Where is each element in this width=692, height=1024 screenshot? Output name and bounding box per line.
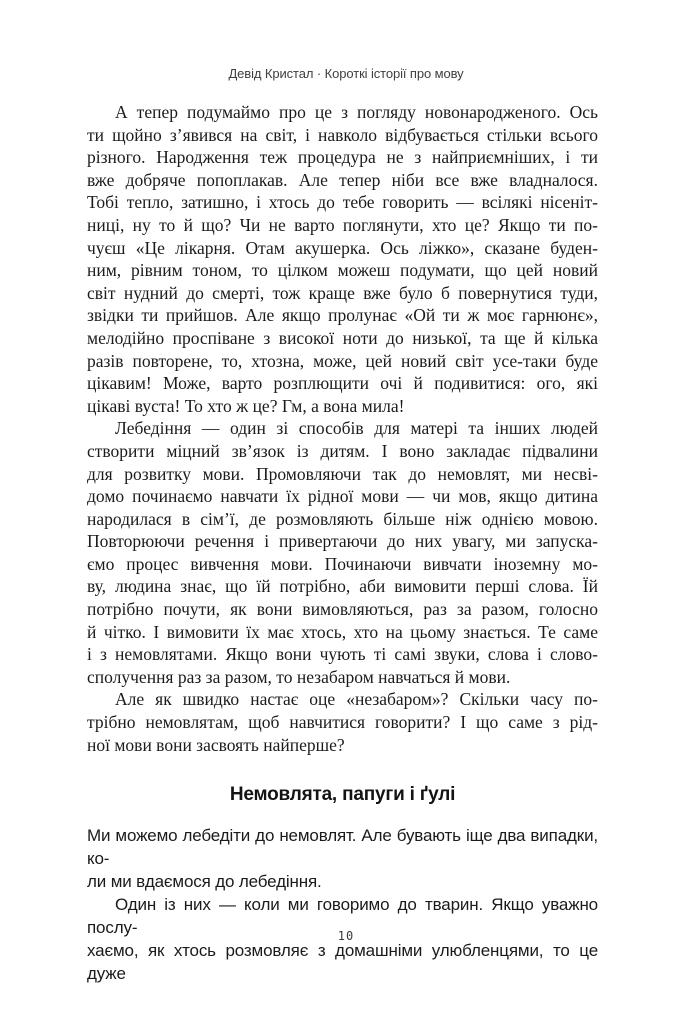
- text-line: й чітко. І вимовити їх має хтось, хто на цьому знається. Те саме: [87, 621, 598, 642]
- text-line: різного. Народження теж процедура не з найприємніших, і ти: [87, 147, 598, 168]
- after-heading-paragraph: [87, 824, 598, 893]
- text-line: звідки ти прийшов. Але якщо пролунає «Ой ти ж моє гарнюнє»,: [87, 305, 598, 326]
- text-line: А тепер подумаймо про це з погляду новонародженого. Ось: [115, 102, 598, 122]
- text-line: ли ми вдаємося до лебедіння.: [87, 872, 322, 892]
- page-number: 10: [337, 929, 355, 943]
- intro-paragraph: [87, 101, 598, 417]
- text-line: цікавим! Може, варто розплющити очі й подивитися: ого, які: [87, 373, 598, 394]
- text-line: Ми можемо лебедіти до немовлят. Але бувають іще два випадки, ко-: [87, 826, 598, 869]
- text-line: разів повторене, то, хтозна, може, цей новий світ усе-таки буде: [87, 350, 598, 371]
- intro-paragraph: [87, 688, 598, 756]
- text-line: сполучення раз за разом, то незабаром навчаться й мови.: [87, 666, 511, 687]
- text-line: трібно немовлятам, щоб навчитися говорити? І що саме з рід-: [87, 712, 598, 733]
- text-line: потрібно почути, як вони вимовляються, раз за разом, голосно: [87, 599, 598, 620]
- intro-paragraph: [87, 417, 598, 688]
- text-line: вже добряче попоплакав. Але тепер ніби все вже владналося.: [87, 169, 598, 190]
- text-line: мелодійно проспіване з високої ноти до низької, та ще й кілька: [87, 327, 598, 348]
- section-heading: Немовлята, папуги і ґулі: [229, 784, 456, 806]
- text-line: ву, людина знає, що їй потрібно, аби вимовити перші слова. Їй: [87, 576, 598, 597]
- text-line: ним, рівним тоном, то цілком можеш подумати, що цей новий: [87, 260, 598, 281]
- text-line: хаємо, як хтось розмовляє з домашніми улюбленцями, то це дуже: [87, 941, 598, 984]
- text-line: Тобі тепло, затишно, і хтось до тебе говорить — всілякі нісеніт-: [87, 192, 598, 213]
- text-line: ємо процес вивчення мови. Починаючи вивчати іноземну мо-: [87, 553, 598, 574]
- text-line: Один із них — коли ми говоримо до тварин. Якщо уважно послу-: [87, 895, 598, 938]
- text-line: для розвитку мови. Промовляючи так до немовлят, ми несві-: [87, 463, 598, 484]
- text-line: цікаві вуста! То хто ж це? Гм, а вона мила!: [87, 395, 405, 416]
- text-line: домо починаємо навчати їх рідної мови — чи мов, якщо дитина: [87, 486, 598, 507]
- text-line: Але як швидко настає оце «незабаром»? Скільки часу по-: [115, 689, 598, 710]
- text-line: ної мови вони засвоять найперше?: [87, 734, 345, 755]
- body-text: [87, 101, 598, 985]
- text-line: чуєш «Це лікарня. Отам акушерка. Ось ліжко», сказане буден-: [87, 237, 598, 258]
- text-line: створити міцний зв’язок із дитям. І воно закладає підвалини: [87, 440, 598, 461]
- running-header: Девід Кристал · Короткі історії про мову: [228, 66, 464, 81]
- text-line: і з немовлятами. Якщо вони чують ті самі звуки, слова і слово-: [87, 644, 598, 665]
- text-line: народилася в сім’ї, де розмовляють більше ніж однією мовою.: [87, 508, 598, 529]
- text-line: ти щойно з’явився на світ, і навколо відбувається стільки всього: [87, 124, 598, 145]
- text-line: Лебедіння — один зі способів для матері та інших людей: [115, 418, 598, 439]
- text-line: ниці, ну то й що? Чи не варто поглянути, хто це? Якщо ти по-: [87, 214, 598, 235]
- text-line: світ нудний до смерті, тож краще вже було б повернутися туди,: [87, 282, 598, 303]
- text-line: Повторюючи речення і привертаючи до них увагу, ми запуска-: [87, 531, 598, 552]
